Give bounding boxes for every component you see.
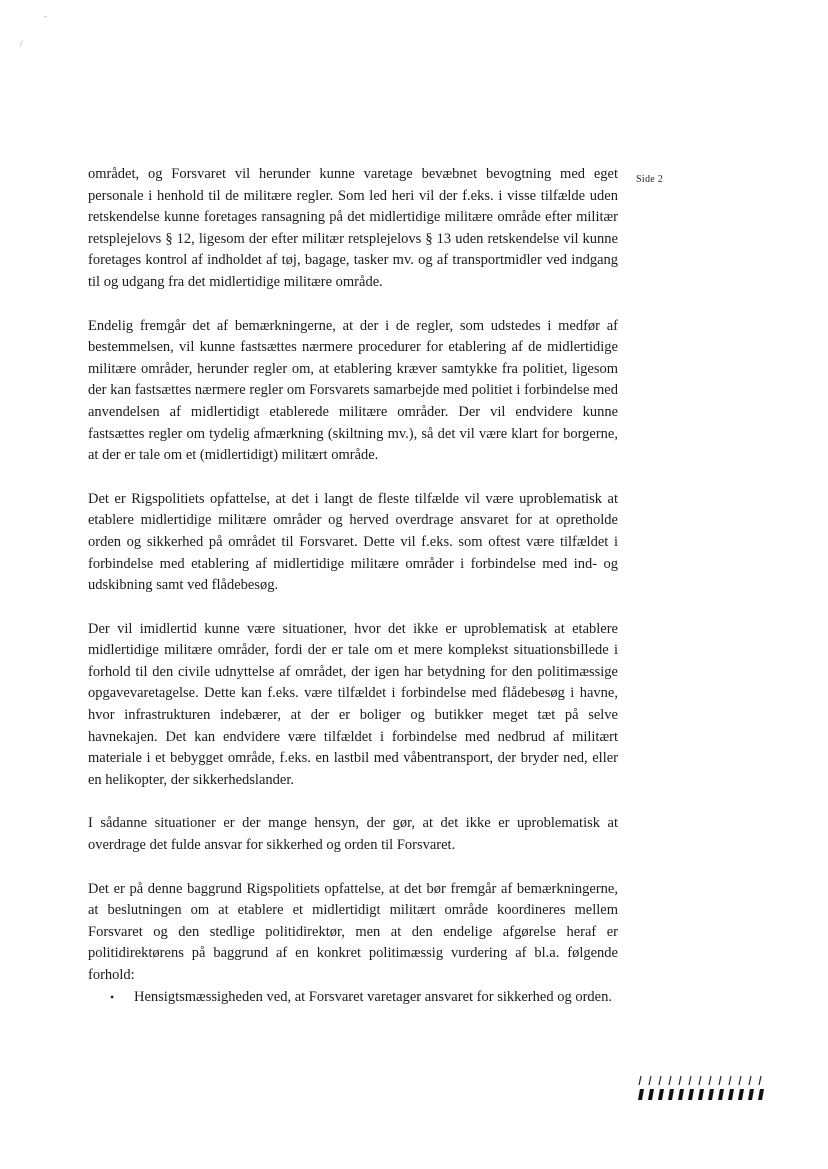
barcode-bar	[639, 1076, 641, 1085]
barcode-bar	[648, 1089, 654, 1100]
barcode-bar	[669, 1076, 671, 1085]
barcode-bar	[728, 1089, 734, 1100]
bullet-list	[88, 987, 618, 1009]
barcode-bar	[749, 1076, 751, 1085]
barcode-bar	[719, 1076, 721, 1085]
barcode-bar	[638, 1089, 644, 1100]
list-item-text: Hensigtsmæssigheden ved, at Forsvaret varetager ansvaret for sikkerhed og orden.	[134, 988, 612, 1005]
barcode-bar	[699, 1076, 701, 1085]
barcode-bar	[758, 1089, 764, 1100]
list-item	[88, 987, 618, 1009]
paragraph: Der vil imidlertid kunne være situationer, hvor det ikke er uproblematisk at etablere midlertidige militære områder, fordi der er tale om et mere komplekst situationsbillede i forhold til den civile udnyttelse af området, der igen har betydning for den politimæssige opgavevaretagelse. Dette kan f.eks. være tilfældet i forbindelse med flådebesøg i havne, hvor infrastrukturen indebærer, at der er boliger og butikker meget tæt på selve havnekajen. Det kan endvidere være tilfældet i forbindelse med nedbrud af militært materiale i et bebygget område, f.eks. en lastbil med våbentransport, der bryder ned, eller en helikopter, der sikkerhedslander.	[88, 620, 618, 788]
barcode-bar	[759, 1076, 761, 1085]
paragraph: I sådanne situationer er der mange hensyn, der gør, at det ikke er uproblematisk at overdrage det fulde ansvar for sikkerhed og orden til Forsvaret.	[88, 815, 618, 854]
scan-mark: -	[44, 11, 47, 21]
barcode-bar	[668, 1089, 674, 1100]
letter-body	[88, 164, 618, 1008]
barcode-bar	[738, 1089, 744, 1100]
barcode-bar	[729, 1076, 731, 1085]
barcode-bar	[718, 1089, 724, 1100]
paragraph: Endelig fremgår det af bemærkningerne, at der i de regler, som udstedes i medfør af bestemmelsen, vil kunne fastsættes nærmere procedurer for etablering af de midlertidige militære områder, herunder regler om, at etablering kræver samtykke fra politiet, ligesom der kan fastsættes nærmere regler om Forsvarets samarbejde med politiet i forbindelse med anvendelsen af midlertidigt etablerede militære områder. Der vil endvidere kunne fastsættes regler om tydelig afmærkning (skiltning mv.), så det vil være klart for borgerne, at der er tale om et (midlertidigt) militært område.	[88, 317, 618, 464]
barcode-bar	[698, 1089, 704, 1100]
barcode-bar	[649, 1076, 651, 1085]
barcode-bar	[688, 1089, 694, 1100]
paragraph: Det er på denne baggrund Rigspolitiets opfattelse, at det bør fremgår af bemærkningerne, at beslutningen om at etablere et midlertidigt militært område koordineres mellem Forsvaret og den stedlige politidirektør, men at den endelige afgørelse heraf er politidirektørens på baggrund af en konkret politimæssig vurdering af bl.a. følgende forhold:	[88, 880, 618, 983]
barcode-bar	[679, 1076, 681, 1085]
barcode-bar	[709, 1076, 711, 1085]
bullet-icon: •	[110, 989, 115, 1004]
paragraph: området, og Forsvaret vil herunder kunne varetage bevæbnet bevogtning med eget personale i henhold til de militære regler. Som led heri vil der f.eks. i visse tilfælde uden retskendelse kunne foretages ransagning på det midlertidige militære område efter militær retsplejelovs § 12, ligesom der efter militær retsplejelovs § 13 uden retskendelse vil kunne foretages kontrol af indholdet af tøj, bagage, tasker mv. og af transportmidler ved indgang til og udgang fra det midlertidige militære område.	[88, 166, 618, 290]
barcode-bar	[659, 1076, 661, 1085]
paragraph: Det er Rigspolitiets opfattelse, at det i langt de fleste tilfælde vil være uproblematisk at etablere midlertidige militære områder og herved overdrage ansvaret for at opretholde orden og sikkerhed på området til Forsvaret. Dette vil f.eks. som oftest være tilfældet i forbindelse med etablering af midlertidige militære områder i forbindelse med ind- og udskibning samt ved flådebesøg.	[88, 490, 618, 594]
barcode-bar	[748, 1089, 754, 1100]
barcode-bar	[658, 1089, 664, 1100]
barcode-bar	[678, 1089, 684, 1100]
barcode	[636, 1075, 768, 1101]
barcode-bar	[739, 1076, 741, 1085]
page-number-label: Side 2	[636, 174, 664, 185]
barcode-bar	[708, 1089, 714, 1100]
scan-mark: /	[20, 39, 23, 49]
barcode-bar	[689, 1076, 691, 1085]
barcode-graphic	[636, 1075, 768, 1101]
